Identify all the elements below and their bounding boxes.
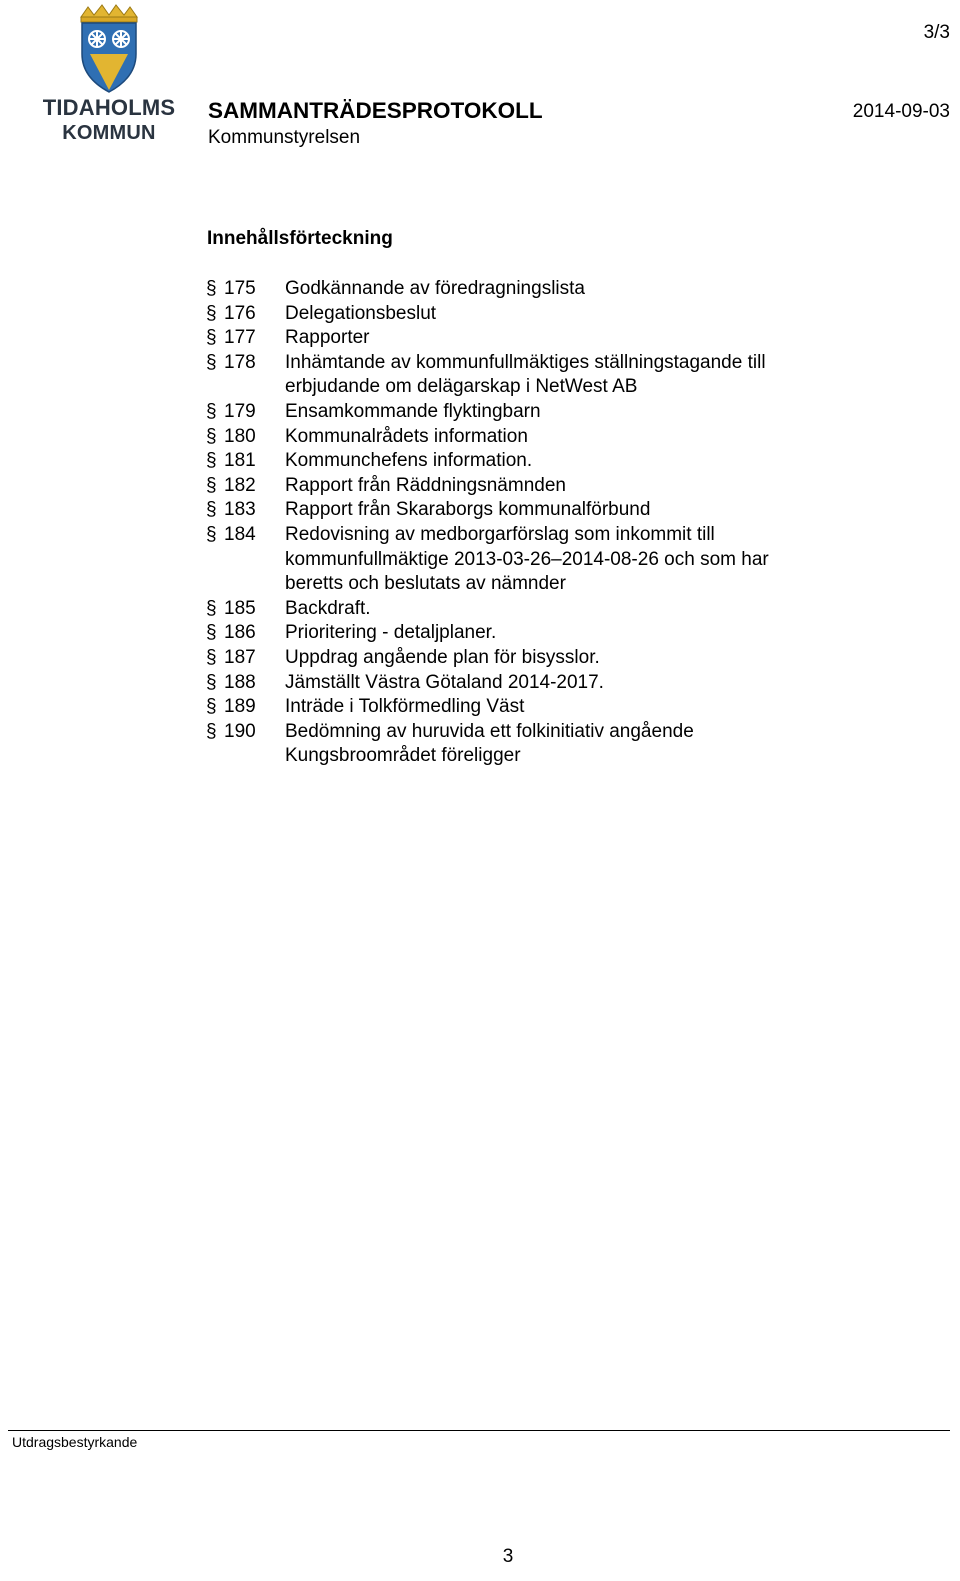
section-symbol: § (206, 425, 217, 447)
section-symbol: § (206, 400, 217, 422)
toc-item (206, 695, 866, 720)
toc-item-title: Inträde i Tolkförmedling Väst (285, 696, 525, 718)
toc-item (206, 425, 866, 450)
section-symbol: § (206, 646, 217, 668)
toc-item-number: 177 (224, 327, 256, 349)
toc-item-title: Rapport från Skaraborgs kommunalförbund (285, 499, 651, 521)
toc-item (206, 449, 866, 474)
toc-item-number: 188 (224, 671, 256, 693)
toc-item-title: Redovisning av medborgarförslag som inkommit till kommunfullmäktige 2013-03-26–2014-08-26 och som har beretts och beslutats av nämnder (285, 523, 769, 595)
toc-item (206, 523, 866, 597)
toc-item-number: 183 (224, 499, 256, 521)
toc-item-number: 180 (224, 425, 256, 447)
toc-item-title: Ensamkommande flyktingbarn (285, 400, 541, 422)
toc-item-title: Prioritering - detaljplaner. (285, 622, 497, 644)
toc-item-title: Godkännande av föredragningslista (285, 278, 585, 299)
toc-item-number: 186 (224, 622, 256, 644)
crown-icon (81, 5, 137, 22)
toc-item (206, 302, 866, 327)
toc-item (206, 474, 866, 499)
toc-item-title: Inhämtande av kommunfullmäktiges ställningstagande till erbjudande om delägarskap i NetWest AB (285, 351, 766, 398)
toc-item-number: 176 (224, 302, 256, 324)
document-title: SAMMANTRÄDESPROTOKOLL (208, 98, 543, 123)
toc-item-number: 175 (224, 278, 256, 299)
footer-divider (8, 1430, 950, 1431)
section-symbol: § (206, 351, 217, 373)
toc-item-number: 182 (224, 474, 256, 496)
toc-item-title: Rapport från Räddningsnämnden (285, 474, 566, 496)
toc-item-title: Rapporter (285, 327, 370, 349)
toc-heading: Innehållsförteckning (207, 228, 393, 249)
page-number: 3 (502, 1546, 514, 1567)
toc-item-number: 181 (224, 450, 256, 472)
toc-item-title: Backdraft. (285, 597, 371, 619)
table-of-contents (206, 277, 866, 769)
toc-item-number: 187 (224, 646, 256, 668)
toc-item-number: 185 (224, 597, 256, 619)
toc-item (206, 400, 866, 425)
section-symbol: § (206, 450, 217, 472)
toc-item-title: Bedömning av huruvida ett folkinitiativ angående Kungsbroområdet föreligger (285, 720, 694, 767)
page-indicator: 3/3 (923, 22, 950, 43)
toc-item-number: 190 (224, 720, 256, 742)
toc-item (206, 498, 866, 523)
toc-item-title: Kommunalrådets information (285, 425, 528, 447)
toc-item (206, 671, 866, 696)
section-symbol: § (206, 523, 217, 545)
section-symbol: § (206, 597, 217, 619)
section-symbol: § (206, 278, 217, 299)
section-symbol: § (206, 696, 217, 718)
coat-of-arms-icon (36, 4, 182, 96)
section-symbol: § (206, 302, 217, 324)
footer-label: Utdragsbestyrkande (12, 1434, 138, 1450)
toc-item (206, 277, 866, 302)
toc-item (206, 621, 866, 646)
toc-item-title: Delegationsbeslut (285, 302, 437, 324)
document-subtitle: Kommunstyrelsen (208, 127, 361, 148)
toc-item-title: Jämställt Västra Götaland 2014-2017. (285, 671, 604, 693)
section-symbol: § (206, 327, 217, 349)
toc-item-title: Uppdrag angående plan för bisysslor. (285, 646, 600, 668)
toc-item-number: 189 (224, 696, 256, 718)
toc-item (206, 326, 866, 351)
toc-item-title: Kommunchefens information. (285, 450, 533, 472)
section-symbol: § (206, 671, 217, 693)
toc-item (206, 597, 866, 622)
section-symbol: § (206, 720, 217, 742)
section-symbol: § (206, 499, 217, 521)
toc-item-number: 179 (224, 400, 256, 422)
logo-text-line2: KOMMUN (62, 122, 156, 144)
toc-item-number: 178 (224, 351, 256, 373)
toc-item-number: 184 (224, 523, 256, 545)
municipality-logo (36, 4, 182, 144)
toc-item (206, 646, 866, 671)
toc-item (206, 351, 866, 400)
logo-text-line1: TIDAHOLMS (42, 95, 176, 120)
document-date: 2014-09-03 (852, 101, 950, 122)
section-symbol: § (206, 622, 217, 644)
toc-item (206, 720, 866, 769)
section-symbol: § (206, 474, 217, 496)
